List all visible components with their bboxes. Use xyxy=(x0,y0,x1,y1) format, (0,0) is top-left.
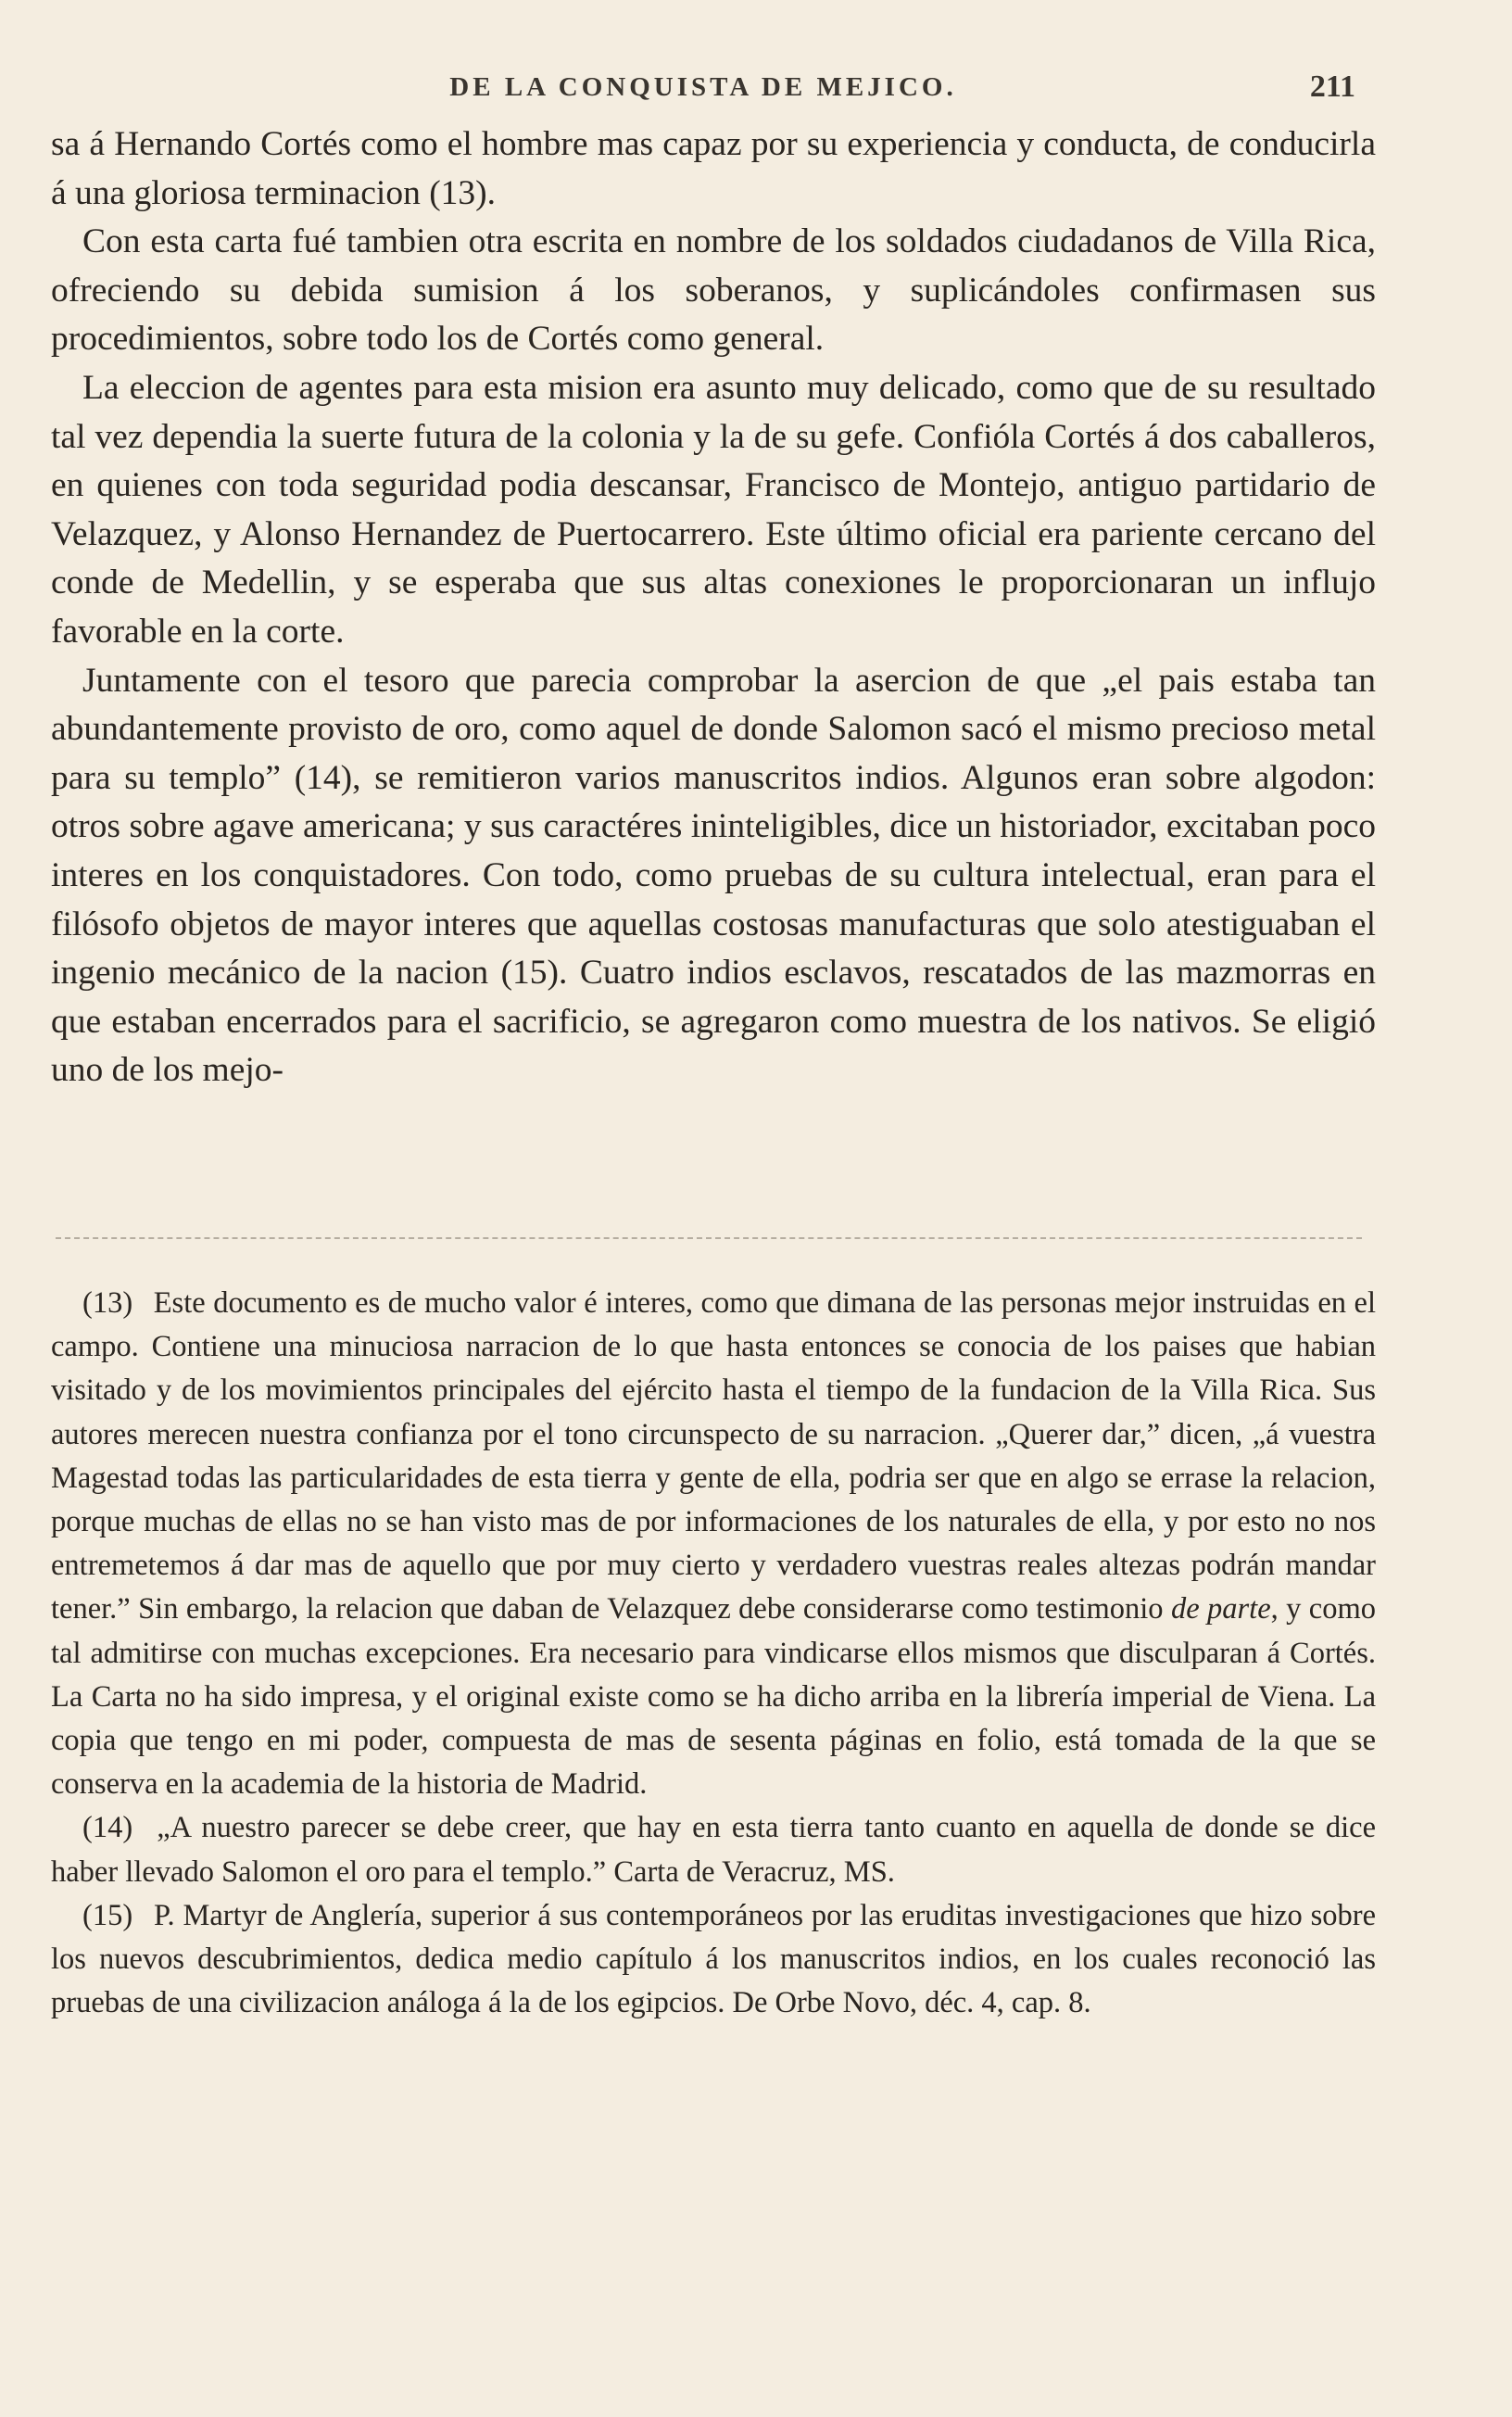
footnote-number: (15) xyxy=(82,1898,133,1932)
paragraph-continued: sa á Hernando Cortés como el hombre mas capaz por su experiencia y conducta, de conducirla á una gloriosa terminacion (13). xyxy=(51,125,1376,212)
page-header xyxy=(51,72,1355,109)
paragraph: La eleccion de agentes para esta mision era asunto muy delicado, como que de su resultado tal vez dependia la suerte futura de la colonia y la de su gefe. Confióla Cortés á dos caballeros, en quienes con toda seguridad podia descansar, Francisco de Montejo, antiguo partidario de Velazquez, y Alonso Hernandez de Puertocarrero. Este último oficial era pariente cercano del conde de Medellin, y se esperaba que sus altas conexiones le proporcionaran un influjo favorable en la corte. xyxy=(51,368,1376,651)
footnote-13 xyxy=(51,1282,1376,1806)
footnotes xyxy=(51,1282,1376,2025)
footnote-text: , y como tal admitirse con muchas excepciones. Era necesario para vindicarse ellos mismos que disculparan á Cortés. La Carta no ha sido impresa, y el original existe como se ha dicho arriba en la librería imperial de Viena. La copia que tengo en mi poder, compuesta de mas de sesenta páginas en folio, está tomada de la que se conserva en la academia de la historia de Madrid. xyxy=(51,1592,1377,1802)
footnote-text: Este documento es de mucho valor é interes, como que dimana de las personas mejor instruidas en el campo. Contiene una minuciosa narracion de lo que hasta entonces se conocia de los paises que habian visitado y de los movimientos principales del ejército hasta el tiempo de la fundacion de la Villa Rica. Sus autores merecen nuestra confianza por el tono circunspecto de su narracion. „Querer dar,” dicen, „á vuestra Magestad todas las particularidades de esta tierra y gente de ella, podria ser que en algo se errase la relacion, porque muchas de ellas no se han visto mas de por informaciones de los naturales de ella, y por esto no nos entremetemos á dar mas de aquello que por muy cierto y verdadero vuestras reales altezas podrán mandar tener.” Sin embargo, la relacion que daban de Velazquez debe considerarse como testimonio xyxy=(51,1286,1376,1626)
footnote-text: P. Martyr de Anglería, superior á sus contemporáneos por las eruditas investigaciones que hizo sobre los nuevos descubrimientos, dedica medio capítulo á los manuscritos indios, en los cuales reconoció las pruebas de una civilizacion análoga á la de los egipcios. De Orbe Novo, déc. 4, cap. 8. xyxy=(51,1898,1376,2020)
paragraph: Con esta carta fué tambien otra escrita en nombre de los soldados ciudadanos de Villa Rica, ofreciendo su debida sumision á los soberanos, y suplicándoles confirmasen sus procedimientos, sobre todo los de Cortés como general. xyxy=(51,222,1376,359)
footnote-number: (13) xyxy=(82,1286,133,1320)
page-number: 211 xyxy=(1309,70,1355,104)
footnote-separator xyxy=(56,1237,1362,1239)
footnote-text: „A nuestro parecer se debe creer, que hay en esta tierra tanto cuanto en aquella de donde se dice haber llevado Salomon el oro para el templo.” Carta de Veracruz, MS. xyxy=(51,1811,1377,1889)
footnote-italic-text: de parte xyxy=(1170,1592,1271,1626)
running-head: DE LA CONQUISTA DE MEJICO. xyxy=(449,72,957,102)
footnote-number: (14) xyxy=(82,1811,133,1845)
paragraph: Juntamente con el tesoro que parecia comprobar la asercion de que „el pais estaba tan abundantemente provisto de oro, como aquel de donde Salomon sacó el mismo precioso metal para su templo” (14), se remitieron varios manuscritos indios. Algunos eran sobre algodon: otros sobre agave americana; y sus caractéres ininteligibles, dice un historiador, excitaban poco interes en los conquistadores. Con todo, como pruebas de su cultura intelectual, eran para el filósofo objetos de mayor interes que aquellas costosas manufacturas que solo atestiguaban el ingenio mecánico de la nacion (15). Cuatro indios esclavos, rescatados de las mazmorras en que estaban encerrados para el sacrificio, se agregaron como muestra de los nativos. Se eligió uno de los mejo- xyxy=(51,661,1376,1090)
footnote-14 xyxy=(51,1806,1376,1893)
footnote-15 xyxy=(51,1894,1376,2026)
main-text xyxy=(51,120,1376,1095)
